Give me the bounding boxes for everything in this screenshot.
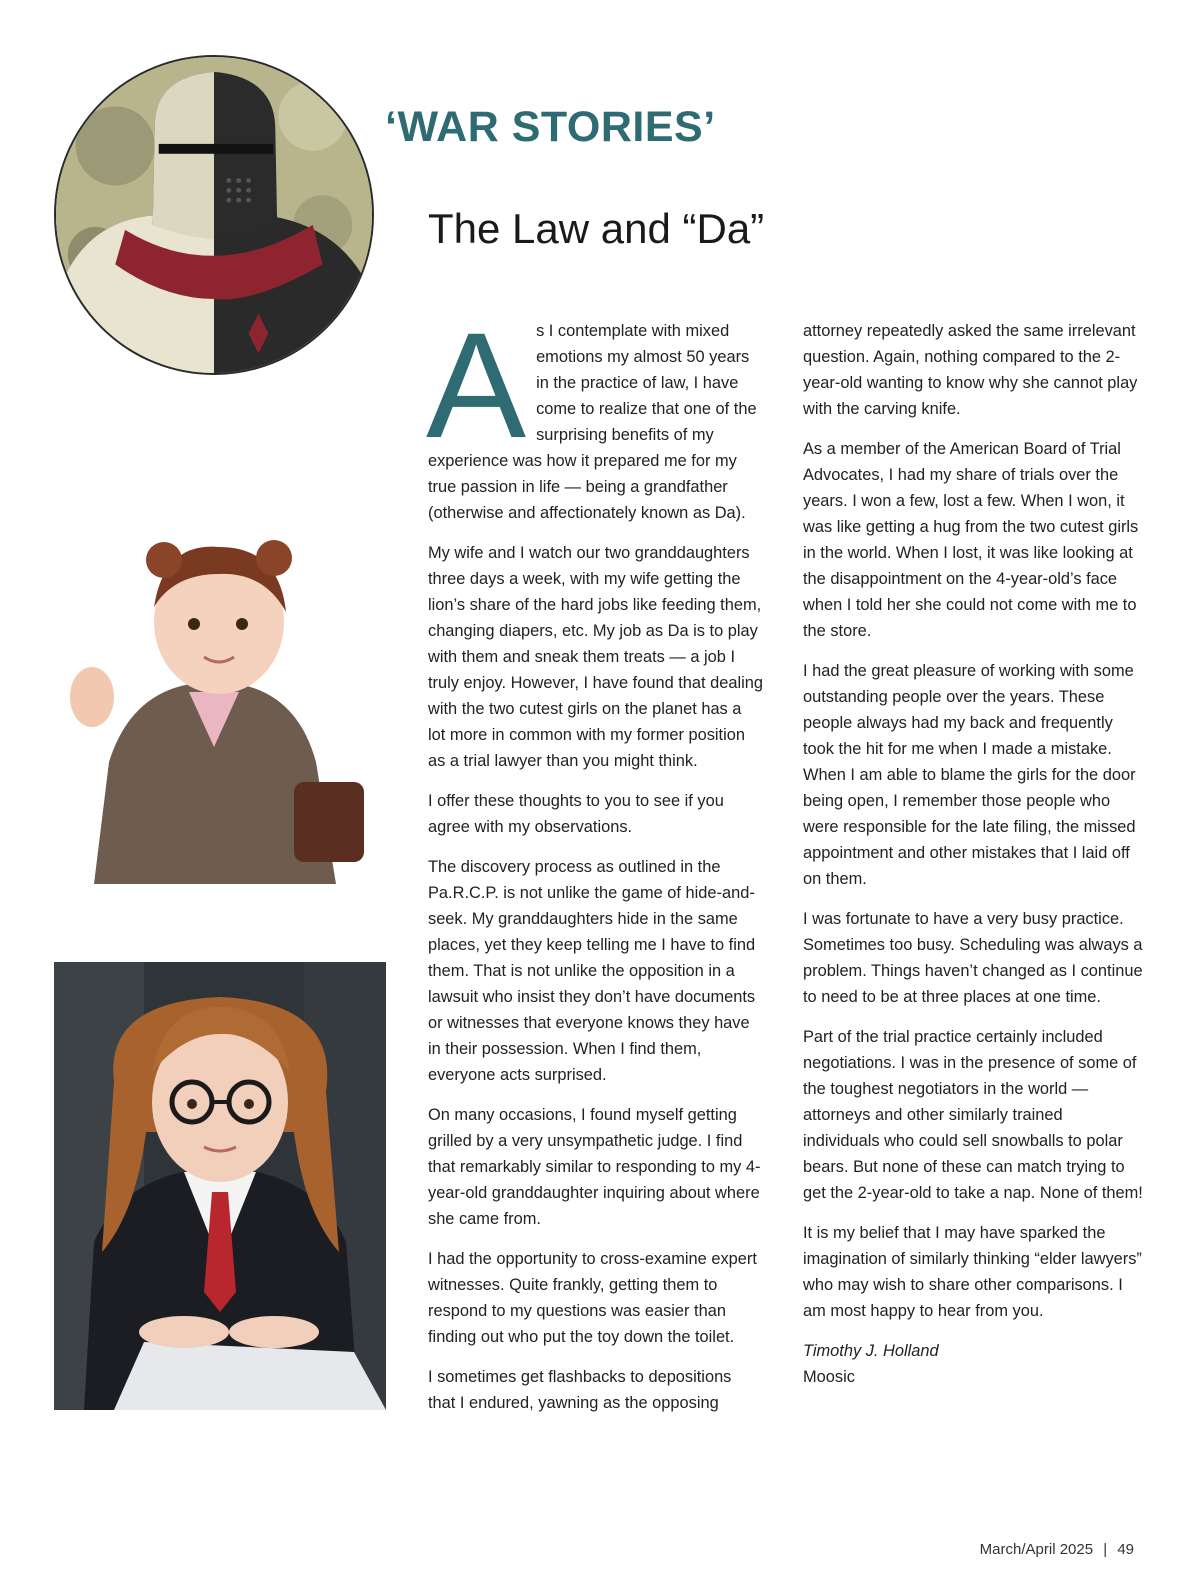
article-paragraph (426, 301, 763, 526)
article-paragraph: As a member of the American Board of Trial Advocates, I had my share of trials over the years. I won a few, lost a few. When I won, it was like getting a hug from the two cutest girls in the world. When I lost, it was like looking at the disappointment on the 4-year-old’s face when I told her she could not come with me to the store. (803, 440, 1139, 640)
page-number: 49 (1117, 1541, 1134, 1558)
toddler-thumbs-up-photo (54, 532, 376, 884)
article-column-right (803, 318, 1143, 1404)
author-signature (803, 1338, 1143, 1390)
article-paragraph: I sometimes get flashbacks to depositions that I endured, yawning as the opposing (428, 1368, 732, 1412)
article-paragraph: My wife and I watch our two granddaughters three days a week, with my wife getting the lion’s share of the hard jobs like feeding them, changing diapers, etc. My job as Da is to play with them and sneak them treats — a job I truly enjoy. However, I have found that dealing with the two cutest girls on the planet has a lot more in common with my former position as a trial lawyer than you might think. (428, 544, 763, 770)
girl-in-suit-photo (54, 962, 386, 1410)
article-paragraph: I offer these thoughts to you to see if you agree with my observations. (428, 792, 724, 836)
author-name: Timothy J. Holland (803, 1342, 939, 1360)
article-column-left (426, 301, 763, 1430)
section-label: ‘WAR STORIES’ (385, 103, 716, 151)
author-location: Moosic (803, 1368, 855, 1386)
article-paragraph: I had the great pleasure of working with some outstanding people over the years. These people always had my back and frequently took the hit for me when I made a mistake. When I am able to blame the girls for the door being open, I remember those people who were responsible for the late filing, the missed appointment and other mistakes that I laid off on them. (803, 662, 1136, 888)
article-paragraph: On many occasions, I found myself getting grilled by a very unsympathetic judge. I find that remarkably similar to responding to my 4-year-old granddaughter inquiring about where she came from. (428, 1106, 761, 1228)
page-footer (980, 1541, 1134, 1558)
article-paragraph: I had the opportunity to cross-examine expert witnesses. Quite frankly, getting them to respond to my questions was easier than finding out who put the toy down the toilet. (428, 1250, 757, 1346)
article-paragraph: I was fortunate to have a very busy practice. Sometimes too busy. Scheduling was always a problem. Things haven’t changed as I continue to need to be at three places at one time. (803, 910, 1143, 1006)
article-paragraph: attorney repeatedly asked the same irrelevant question. Again, nothing compared to the 2-year-old wanting to know why she cannot play with the carving knife. (803, 322, 1138, 418)
issue-date: March/April 2025 (979, 1541, 1094, 1558)
article-paragraph: It is my belief that I may have sparked the imagination of similarly thinking “elder lawyers” who may wish to share other comparisons. I am most happy to hear from you. (803, 1224, 1142, 1320)
article-paragraph: The discovery process as outlined in the Pa.R.C.P. is not unlike the game of hide-and-seek. My granddaughters hide in the same places, yet they keep telling me I have to find them. That is not unlike the opposition in a lawsuit who insist they don’t have documents or witnesses that everyone knows they have in their possession. When I find them, everyone acts surprised. (428, 858, 756, 1084)
knight-illustration (54, 55, 374, 375)
drop-cap: A (426, 301, 527, 469)
article-paragraph: Part of the trial practice certainly included negotiations. I was in the presence of some of the toughest negotiators in the world — attorneys and other similarly trained individuals who could sell snowballs to polar bears. But none of these can match trying to get the 2-year-old to take a nap. None of them! (803, 1028, 1143, 1202)
article-headline: The Law and “Da” (428, 205, 765, 252)
paragraph-text: s I contemplate with mixed emotions my almost 50 years in the practice of law, I have come to realize that one of the surprising benefits of my experience was how it prepared me for my true passion in life — being a grandfather (otherwise and affectionately known as Da). (428, 322, 757, 522)
knight-helmet-icon (56, 57, 372, 373)
footer-separator: | (1103, 1541, 1108, 1558)
